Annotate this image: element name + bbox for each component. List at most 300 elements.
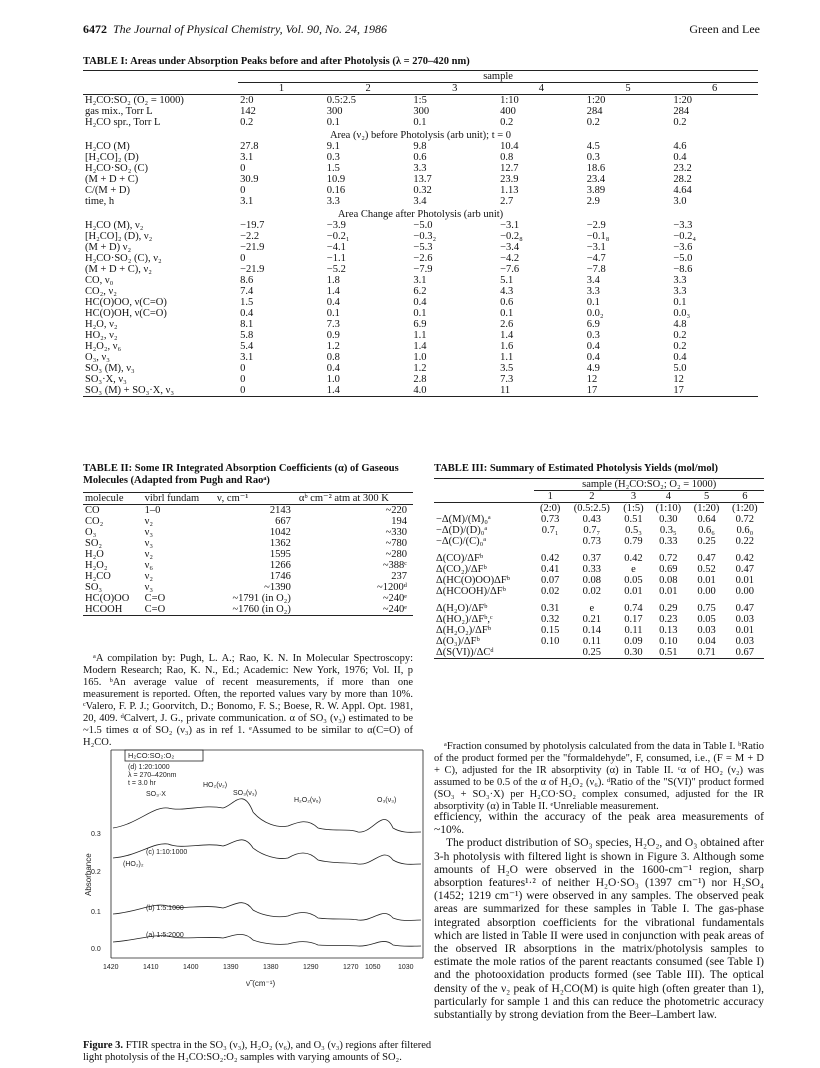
table1-cell: 2.9 — [586, 196, 600, 207]
table1-cell: 1.0 — [326, 374, 340, 385]
table1-cell: 0.4 — [586, 352, 600, 363]
table1-row — [83, 330, 758, 341]
trace-label-c: (c) 1:10:1000 — [146, 849, 188, 856]
table1-row-label: H₂O₂, ν₆ — [85, 341, 122, 352]
table2-row — [83, 549, 413, 560]
figure-legend-line-2: λ = 270–420nm — [128, 772, 177, 779]
table1-cell: 23.4 — [586, 174, 606, 185]
table3 — [434, 478, 764, 659]
table3-cell: 0.51 — [624, 514, 643, 525]
table2-cell: C=O — [144, 604, 166, 615]
table1-cell: 0.8 — [500, 152, 514, 163]
running-header — [83, 22, 760, 37]
table1-row — [83, 264, 758, 275]
figure3-caption-label: Figure 3. — [83, 1040, 124, 1051]
table1-cell: 0.1 — [413, 117, 427, 128]
table3-sample-header-row — [434, 479, 764, 491]
table3-cell: 0.71 — [697, 647, 716, 658]
trace-label-b: (b) 1:5:1000 — [146, 905, 184, 912]
table2-column-header: ν, cm⁻¹ — [215, 493, 297, 505]
table3-row — [434, 514, 764, 525]
table3-cell: 0.07 — [541, 575, 560, 586]
table2-title: TABLE II: Some IR Integrated Absorption Coefficients (α) of Gaseous Molecules (Adapted from Pugh and Raoᵃ) — [83, 463, 399, 486]
table3-cell: 0.6₆ — [698, 525, 715, 536]
table1-row — [83, 374, 758, 385]
table1-cell: −5.0 — [413, 220, 433, 231]
table1-cell: −3.1 — [586, 242, 606, 253]
table1-row — [83, 196, 758, 207]
table3-cell: 0.03 — [735, 614, 755, 625]
table3-cell: 0.72 — [659, 553, 678, 564]
table3-column-header: 3 — [630, 491, 637, 502]
table3-cell: 0.01 — [659, 586, 678, 597]
table1-cell: 3.5 — [500, 363, 514, 374]
table3-cell: 0.7₇ — [583, 525, 601, 536]
xtick-1380: 1380 — [263, 964, 279, 971]
table1-row-label: CO₂, ν₂ — [85, 286, 117, 297]
table3-cell: 0.05 — [624, 575, 643, 586]
table1-cell: 4.8 — [673, 319, 687, 330]
table1-row — [83, 163, 758, 174]
table1-cell: 300 — [326, 106, 343, 117]
table1-cell: 0.4 — [326, 363, 340, 374]
table1-cell: 142 — [240, 106, 256, 117]
figure3-caption — [83, 1040, 433, 1064]
table1-row — [83, 231, 758, 242]
table1-cell: 7.4 — [240, 286, 254, 297]
table1-cell: 0.16 — [326, 185, 346, 196]
table1-cell: 1.4 — [500, 330, 514, 341]
table3-cell: 0.47 — [735, 564, 755, 575]
table1-cell: −2.6 — [413, 253, 433, 264]
table1-sample-label: sample — [238, 71, 758, 83]
table1-cell: −8.6 — [673, 264, 693, 275]
table3-cell — [534, 647, 565, 659]
table3-cell: 0.22 — [735, 536, 755, 547]
table1-column-header: 3 — [452, 83, 458, 94]
table3-row — [434, 564, 764, 575]
table1-cell: 3.3 — [586, 286, 600, 297]
table1-cell: −1.1 — [326, 253, 346, 264]
table1-cell: 3.3 — [673, 275, 687, 286]
table1-cell: 284 — [586, 106, 603, 117]
table3-row — [434, 553, 764, 564]
table1-cell: −5.3 — [413, 242, 433, 253]
spectrum-trace-d — [113, 799, 421, 833]
xtick-1410: 1410 — [143, 964, 159, 971]
table2-cell: 1362 — [269, 538, 291, 549]
table1-cell: −2.2 — [240, 231, 260, 242]
table2-cell: ~388ᶜ — [382, 560, 407, 571]
table1-row-label: HC(O)OH, ν(C=O) — [85, 308, 167, 319]
table1-cell: 23.9 — [500, 174, 519, 185]
table2-row — [83, 505, 413, 517]
table3-row-label: Δ(CO₂)/ΔFᵇ — [436, 564, 487, 575]
table2-cell: 667 — [275, 516, 291, 527]
table1-row — [83, 220, 758, 231]
table1-row-label: [H₂CO]₂ (D), ν₂ — [85, 231, 153, 242]
table3-cell: 0.08 — [659, 575, 678, 586]
table1-cell: 1.4 — [413, 341, 427, 352]
figure3-spectra — [83, 746, 429, 1036]
table3-cell: 0.30 — [624, 647, 643, 658]
table1-cell: −7.6 — [500, 264, 520, 275]
table2-row — [83, 582, 413, 593]
table3-row-label: Δ(HC(O)OO)ΔFᵇ — [436, 575, 510, 586]
table1-cell: 3.1 — [240, 352, 254, 363]
table3-cell: 0.01 — [735, 625, 755, 636]
table1-cell: 7.3 — [326, 319, 340, 330]
table1-cell: 4.64 — [673, 185, 692, 196]
table2-cell: ~1791 (in O₂) — [232, 593, 291, 604]
table3-cell: 0.25 — [582, 647, 602, 658]
table1-section1-title-row — [83, 128, 758, 141]
header-left — [83, 22, 387, 36]
table1-cell: −4.7 — [586, 253, 606, 264]
table3-cell: 0.6₀ — [736, 525, 754, 536]
table1-cell: 5.8 — [240, 330, 254, 341]
table2-cell: CO₂ — [85, 516, 104, 527]
table1-cell: 3.3 — [413, 163, 427, 174]
table2-cell: O₃ — [85, 527, 97, 538]
table2-row — [83, 527, 413, 538]
table1-cell: 6.9 — [586, 319, 600, 330]
table3-cell: 0.01 — [697, 575, 716, 586]
table1-row — [83, 363, 758, 374]
table3-cell: 0.3₅ — [659, 525, 677, 536]
table1-cell: −7.8 — [586, 264, 606, 275]
table1-cell: −4.1 — [326, 242, 346, 253]
table1-cell: −3.1 — [500, 220, 520, 231]
table3-cell: 0.47 — [697, 553, 716, 564]
ytick-0-0: 0.0 — [91, 946, 101, 953]
table3-cell — [534, 536, 565, 547]
table1-cell: −0.1₈ — [586, 231, 610, 242]
table3-row — [434, 586, 764, 597]
table2-row — [83, 516, 413, 527]
table1-cell: 0.2 — [673, 341, 687, 352]
table3-row — [434, 636, 764, 647]
table1-setup-row — [83, 106, 758, 117]
table2-cell: 1595 — [269, 549, 291, 560]
table1-cell: 9.1 — [326, 141, 340, 152]
table1-cell: 0 — [240, 253, 246, 264]
table1-cell: 1.4 — [326, 286, 340, 297]
table3-cell: 0.21 — [582, 614, 602, 625]
table1-cell: 4.9 — [586, 363, 600, 374]
table1-cell: 0 — [240, 163, 246, 174]
table1-row-label: (M + D + C), ν₂ — [85, 264, 152, 275]
table1-cell: 30.9 — [240, 174, 259, 185]
table1-cell: −2.9 — [586, 220, 606, 231]
table1-row — [83, 308, 758, 319]
table3-cell: 0.00 — [735, 586, 755, 597]
table2-cell: 1042 — [269, 527, 291, 538]
table3-row — [434, 603, 764, 614]
figure-ylabel: Absorbance — [84, 853, 93, 896]
table3-column-header: 6 — [742, 491, 748, 502]
table3-cell: 0.72 — [735, 514, 755, 525]
table1-section2-title: Area Change after Photolysis (arb unit) — [337, 209, 504, 220]
ytick-0-2: 0.2 — [91, 869, 101, 876]
table3-footnote: ᵃFraction consumed by photolysis calculated from the data in Table I. ᵇRatio of the product formed per the "formaldehyde", F, consumed, i.e., (F = M + D + C), adjusted for the IR absorptivity (α) in Table II. ᶜα of HO₂ (ν₂) was assumed to be 0.5 of the α of H₂O₂ (ν₆). ᵈRatio of the "S(VI)" product formed (SO₃ + SO₃·X) per H₂CO·SO₂ complex consumed, adjusted for the IR absorptivity (α) in Table II. ᵉUnreliable measurement. — [434, 741, 764, 812]
table2-cell: CO — [85, 505, 100, 516]
table1-cell: 3.4 — [413, 196, 427, 207]
peak-label-ho2: HO₂(ν₂) — [203, 782, 228, 789]
table1-row — [83, 141, 758, 152]
table3-cell: 0.79 — [624, 536, 643, 547]
table3-row — [434, 525, 764, 536]
table2-cell: ν₃ — [144, 527, 154, 538]
table1-cell: 0.2 — [586, 117, 600, 128]
table2-cell: ~1200ᵈ — [377, 582, 407, 593]
table2-cell: 2143 — [269, 505, 291, 516]
table3-cell: 0.47 — [735, 603, 755, 614]
table1-column-header: 4 — [538, 83, 544, 94]
table1-row-label: [H₂CO]₂ (D) — [85, 152, 139, 163]
table1-row — [83, 174, 758, 185]
table1-cell: 1.2 — [326, 341, 340, 352]
table3-row-label: −Δ(M)/(M)₀ᵃ — [436, 514, 491, 525]
xtick-1050: 1050 — [365, 964, 381, 971]
table3-ratio-row — [434, 503, 764, 515]
table1-section2-title-row — [83, 207, 758, 220]
table1-setup-row — [83, 117, 758, 128]
table3-row-label: Δ(H₂O₂)/ΔFᵇ — [436, 625, 491, 636]
ytick-0-3: 0.3 — [91, 831, 101, 838]
table1-cell: 23.2 — [673, 163, 692, 174]
trace-label-a: (a) 1:5:2000 — [146, 932, 184, 939]
table3-cell: 0.09 — [624, 636, 643, 647]
table3-cell: 0.51 — [659, 647, 678, 658]
table2-cell: ~1760 (in O₂) — [232, 604, 291, 615]
table2-cell: ~240ᵉ — [382, 593, 407, 604]
table2-row — [83, 593, 413, 604]
table3-row — [434, 647, 764, 659]
table3-ratio-cell: (2:0) — [539, 503, 561, 514]
table2-row — [83, 604, 413, 616]
table1-row — [83, 185, 758, 196]
table1-cell: −3.4 — [500, 242, 520, 253]
table3-cell: 0.10 — [541, 636, 560, 647]
table3-cell: e — [589, 603, 595, 614]
table1-row-label: SO₃ (M) + SO₃·X, ν₃ — [85, 385, 175, 396]
table1-cell: 1.1 — [413, 330, 427, 341]
table2-cell: H₂O₂ — [85, 560, 108, 571]
table3-ratio-cell: (1:20) — [732, 503, 758, 514]
table3-cell: 0.29 — [659, 603, 678, 614]
table1-cell: 10.9 — [326, 174, 346, 185]
table3-cell: 0.42 — [541, 553, 560, 564]
table3-column-header-row — [434, 491, 764, 503]
table1-cell: 3.0 — [673, 196, 687, 207]
table1-row-label: H₂CO spr., Torr L — [85, 117, 161, 128]
figure-legend-line-1: (d) 1:20:1000 — [128, 764, 170, 771]
paragraph-1: efficiency, within the accuracy of the peak area measurements of ~10%. — [434, 811, 764, 837]
table1-cell: 2.7 — [500, 196, 514, 207]
table1-cell: 1.0 — [413, 352, 427, 363]
table1-cell: 0.1 — [413, 308, 427, 319]
figure-legend-line-3: t = 3.0 hr — [128, 780, 156, 787]
table1-cell: 0.3 — [586, 152, 600, 163]
xtick-1390: 1390 — [223, 964, 239, 971]
table3-row-label: Δ(HCOOH)/ΔFᵇ — [436, 586, 506, 597]
table1-cell: 12 — [673, 374, 684, 385]
table1-cell: 27.8 — [240, 141, 259, 152]
table1-row-label: O₃, ν₃ — [85, 352, 110, 363]
peak-label-o3: O₃(ν₃) — [377, 797, 397, 804]
table1-row — [83, 385, 758, 397]
table3-cell: 0.33 — [582, 564, 602, 575]
table2-row — [83, 560, 413, 571]
table1-row-label: gas mix., Torr L — [85, 106, 153, 117]
table1-cell: 0.1 — [586, 297, 600, 308]
table2-cell: ν₆ — [144, 560, 154, 571]
table1-cell: 0 — [240, 363, 246, 374]
table3-cell: 0.43 — [582, 514, 602, 525]
table1-cell: 0.3 — [586, 330, 600, 341]
table3-cell: 0.03 — [697, 625, 716, 636]
table2-cell: 1266 — [269, 560, 291, 571]
table2-cell: SO₃ — [85, 582, 103, 593]
table1-cell: 1.5 — [240, 297, 254, 308]
table2-cell: SO₂ — [85, 538, 103, 549]
table1-cell: 1.2 — [413, 363, 427, 374]
table1-cell: −3.9 — [326, 220, 346, 231]
table1-cell: −21.9 — [240, 264, 265, 275]
table1-cell: 0.4 — [326, 297, 340, 308]
table3-cell: 0.14 — [582, 625, 602, 636]
table1-cell: 28.2 — [673, 174, 692, 185]
table1-cell: 3.4 — [586, 275, 600, 286]
table1-row-label: (M + D) ν₂ — [85, 242, 132, 253]
table3-cell: 0.37 — [582, 553, 602, 564]
table3-cell: 0.5₃ — [625, 525, 642, 536]
table3-cell: 0.02 — [582, 586, 602, 597]
table1-cell: 17 — [673, 385, 684, 396]
table1-row-label: H₂O, ν₂ — [85, 319, 118, 330]
xtick-1270: 1270 — [343, 964, 359, 971]
table3-cell: 0.52 — [697, 564, 716, 575]
table1-cell: 6.9 — [413, 319, 427, 330]
xtick-1030: 1030 — [398, 964, 414, 971]
page-number: 6472 — [83, 22, 107, 36]
table1-cell: 0 — [240, 185, 246, 196]
table1-cell: −5.2 — [326, 264, 346, 275]
table2-column-header: αᵇ cm⁻² atm at 300 K — [297, 493, 413, 505]
table2-cell: 1746 — [269, 571, 291, 582]
table1-row-label: time, h — [85, 196, 115, 207]
table2-cell: 237 — [391, 571, 407, 582]
table1-cell: 7.3 — [500, 374, 514, 385]
table1-cell: −0.2₁ — [326, 231, 350, 242]
table3-cell: 0.05 — [697, 614, 716, 625]
journal-citation: The Journal of Physical Chemistry, Vol. 90, No. 24, 1986 — [113, 22, 387, 36]
table1-cell: 1.8 — [326, 275, 340, 286]
table2-cell: ~240ᵉ — [382, 604, 407, 615]
table3-sample-header: sample (H₂CO:SO₂; O₂ = 1000) — [534, 479, 764, 491]
table1-column-header: 2 — [365, 83, 371, 94]
table3-ratio-cell: (0.5:2.5) — [573, 503, 610, 514]
table3-title: TABLE III: Summary of Estimated Photolysis Yields (mol/mol) — [434, 463, 718, 474]
table1-cell: −4.2 — [500, 253, 520, 264]
table3-column-header: 4 — [665, 491, 671, 502]
table1-cell: 0.2 — [673, 330, 687, 341]
table2-cell: 1–0 — [144, 505, 161, 516]
table1-cell: 0.2 — [500, 117, 514, 128]
table3-cell: 0.73 — [582, 536, 602, 547]
table1-cell: 284 — [673, 106, 690, 117]
table1-cell: 1.1 — [500, 352, 514, 363]
table3-cell: 0.64 — [697, 514, 716, 525]
table1-cell: −0.2₄ — [673, 231, 697, 242]
table1-cell: 0.1 — [673, 297, 687, 308]
table1-cell: 0.5:2.5 — [326, 95, 356, 106]
table3-cell: 0.7₁ — [541, 525, 559, 536]
table2-cell: 194 — [391, 516, 407, 527]
table2-cell: HCOOH — [85, 604, 123, 615]
table1-cell: 4.6 — [673, 141, 687, 152]
table1-cell: 0.4 — [240, 308, 254, 319]
table1-row-label: H₂CO·SO₂ (C), ν₂ — [85, 253, 162, 264]
table2-row — [83, 571, 413, 582]
peak-label-so3: SO₃(ν₃) — [233, 790, 257, 797]
table3-row-label: Δ(S(VI))/ΔCᵈ — [436, 647, 494, 658]
table3-cell: 0.13 — [659, 625, 678, 636]
table1-cell: 8.1 — [240, 319, 254, 330]
table3-cell: 0.17 — [624, 614, 643, 625]
table1-row-label: H₂CO:SO₂ (O₂ = 1000) — [85, 95, 184, 106]
table1-cell: 0.0₂ — [586, 308, 604, 319]
table2-cell: H₂CO — [85, 571, 111, 582]
figure3-caption-text: FTIR spectra in the SO₃ (ν₃), H₂O₂ (ν₆), and O₃ (ν₃) regions after filtered light photolysis of the H₂CO:SO₂:O₂ samples with varying amounts of SO₂. — [83, 1040, 432, 1063]
table1-setup-row — [83, 95, 758, 107]
table1-row-label: SO₃·X, ν₃ — [85, 374, 127, 385]
table1-cell: 3.1 — [240, 152, 254, 163]
table1-cell: −19.7 — [240, 220, 265, 231]
table1-cell: 0.9 — [326, 330, 340, 341]
table2-cell: ~220 — [385, 505, 407, 516]
table1-title: TABLE I: Areas under Absorption Peaks before and after Photolysis (λ = 270–420 nm) — [83, 56, 470, 67]
table1-row-label: (M + D + C) — [85, 174, 139, 185]
table3-row — [434, 575, 764, 586]
figure-legend-title: H₂CO:SO₂:O₂ — [128, 751, 175, 760]
table1-row-label: CO, ν₀ — [85, 275, 114, 286]
table3-cell: 0.04 — [697, 636, 716, 647]
spectrum-trace-a — [113, 934, 421, 946]
table1-section1-title: Area (ν₂) before Photolysis (arb unit); t = 0 — [329, 130, 512, 141]
table1-cell: 1.13 — [500, 185, 519, 196]
table2-column-header: vibrl fundam — [143, 493, 215, 505]
table3-cell: 0.15 — [541, 625, 560, 636]
table1-cell: 3.3 — [326, 196, 340, 207]
table1 — [83, 70, 758, 397]
table1-cell: 3.89 — [586, 185, 606, 196]
table1-row-label: HC(O)OO, ν(C=O) — [85, 297, 167, 308]
table3-ratio-cell: (1:5) — [623, 503, 644, 514]
table1-cell: 3.3 — [673, 286, 687, 297]
table1-cell: −0.2₈ — [500, 231, 523, 242]
table3-column-header: 1 — [547, 491, 553, 502]
table3-row — [434, 536, 764, 547]
table2-cell: HC(O)OO — [85, 593, 130, 604]
header-authors: Green and Lee — [689, 22, 760, 36]
table3-cell: 0.08 — [582, 575, 602, 586]
table1-cell: 0.1 — [326, 308, 340, 319]
table1-cell: 4.3 — [500, 286, 514, 297]
table2-cell: H₂O — [85, 549, 104, 560]
table3-cell: 0.42 — [735, 553, 755, 564]
